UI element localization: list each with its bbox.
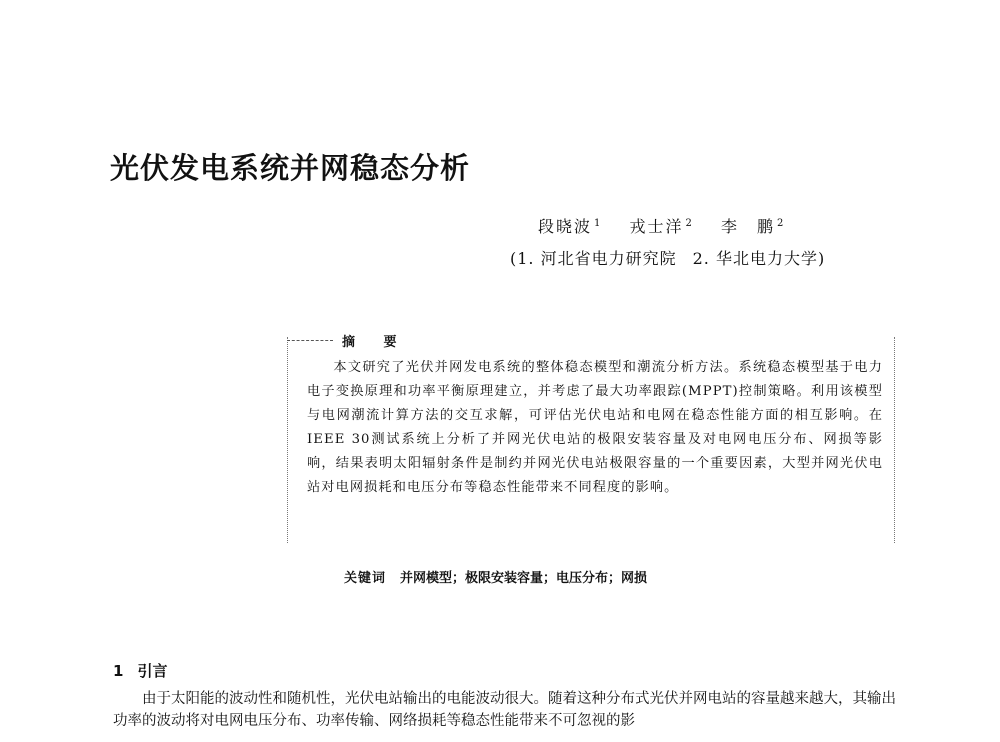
affiliation-1: 1. 河北省电力研究院 bbox=[517, 249, 677, 268]
affiliation-2: 2. 华北电力大学 bbox=[692, 249, 818, 268]
author-3-affiliation-mark: 2 bbox=[776, 217, 784, 229]
abstract-heading: 摘 要 bbox=[342, 335, 409, 350]
paper-title: 光伏发电系统并网稳态分析 bbox=[110, 151, 471, 185]
section-heading bbox=[113, 660, 167, 681]
author-name bbox=[538, 217, 600, 236]
affiliations-open-paren: ( bbox=[510, 249, 518, 268]
introduction-paragraph: 由于太阳能的波动性和随机性，光伏电站输出的电能波动很大。随着这种分布式光伏并网电站的容量越来越大，其输出功率的波动将对电网电压分布、功率传输、网络损耗等稳态性能带来不可忽视的影 bbox=[113, 691, 896, 729]
author-2-name: 戎士洋 bbox=[629, 217, 684, 236]
keywords-line bbox=[344, 567, 647, 586]
author-list bbox=[538, 214, 805, 237]
abstract-text: 本文研究了光伏并网发电系统的整体稳态模型和潮流分析方法。系统稳态模型基于电力电子变换原理和功率平衡原理建立，并考虑了最大功率跟踪(MPPT)控制策略。利用该模型与电网潮流计算方法的交互求解，可评估光伏电站和电网在稳态性能方面的相互影响。在IEEE 30测试系统上分析了并网光伏电站的极限安装容量及对电网电压分布、网损等影响，结果表明太阳辐射条件是制约并网光伏电站极限容量的一个重要因素，大型并网光伏电站对电网损耗和电压分布等稳态性能带来不同程度的影响。 bbox=[307, 360, 883, 495]
author-name bbox=[721, 217, 783, 236]
author-2-affiliation-mark: 2 bbox=[685, 217, 692, 229]
affiliations bbox=[510, 246, 825, 269]
keywords-text: 并网模型；极限安装容量；电压分布；网损 bbox=[400, 571, 648, 586]
author-name bbox=[629, 217, 691, 236]
affiliations-close-paren: ) bbox=[817, 249, 826, 268]
keywords-label: 关键词 bbox=[344, 571, 387, 586]
section-title: 引言 bbox=[137, 662, 168, 680]
author-1-affiliation-mark: 1 bbox=[594, 217, 601, 229]
author-1-name: 段晓波 bbox=[538, 217, 593, 236]
abstract-rule-divider bbox=[287, 340, 333, 341]
author-3-name: 李 鹏 bbox=[720, 217, 775, 236]
section-number: 1 bbox=[113, 662, 124, 680]
